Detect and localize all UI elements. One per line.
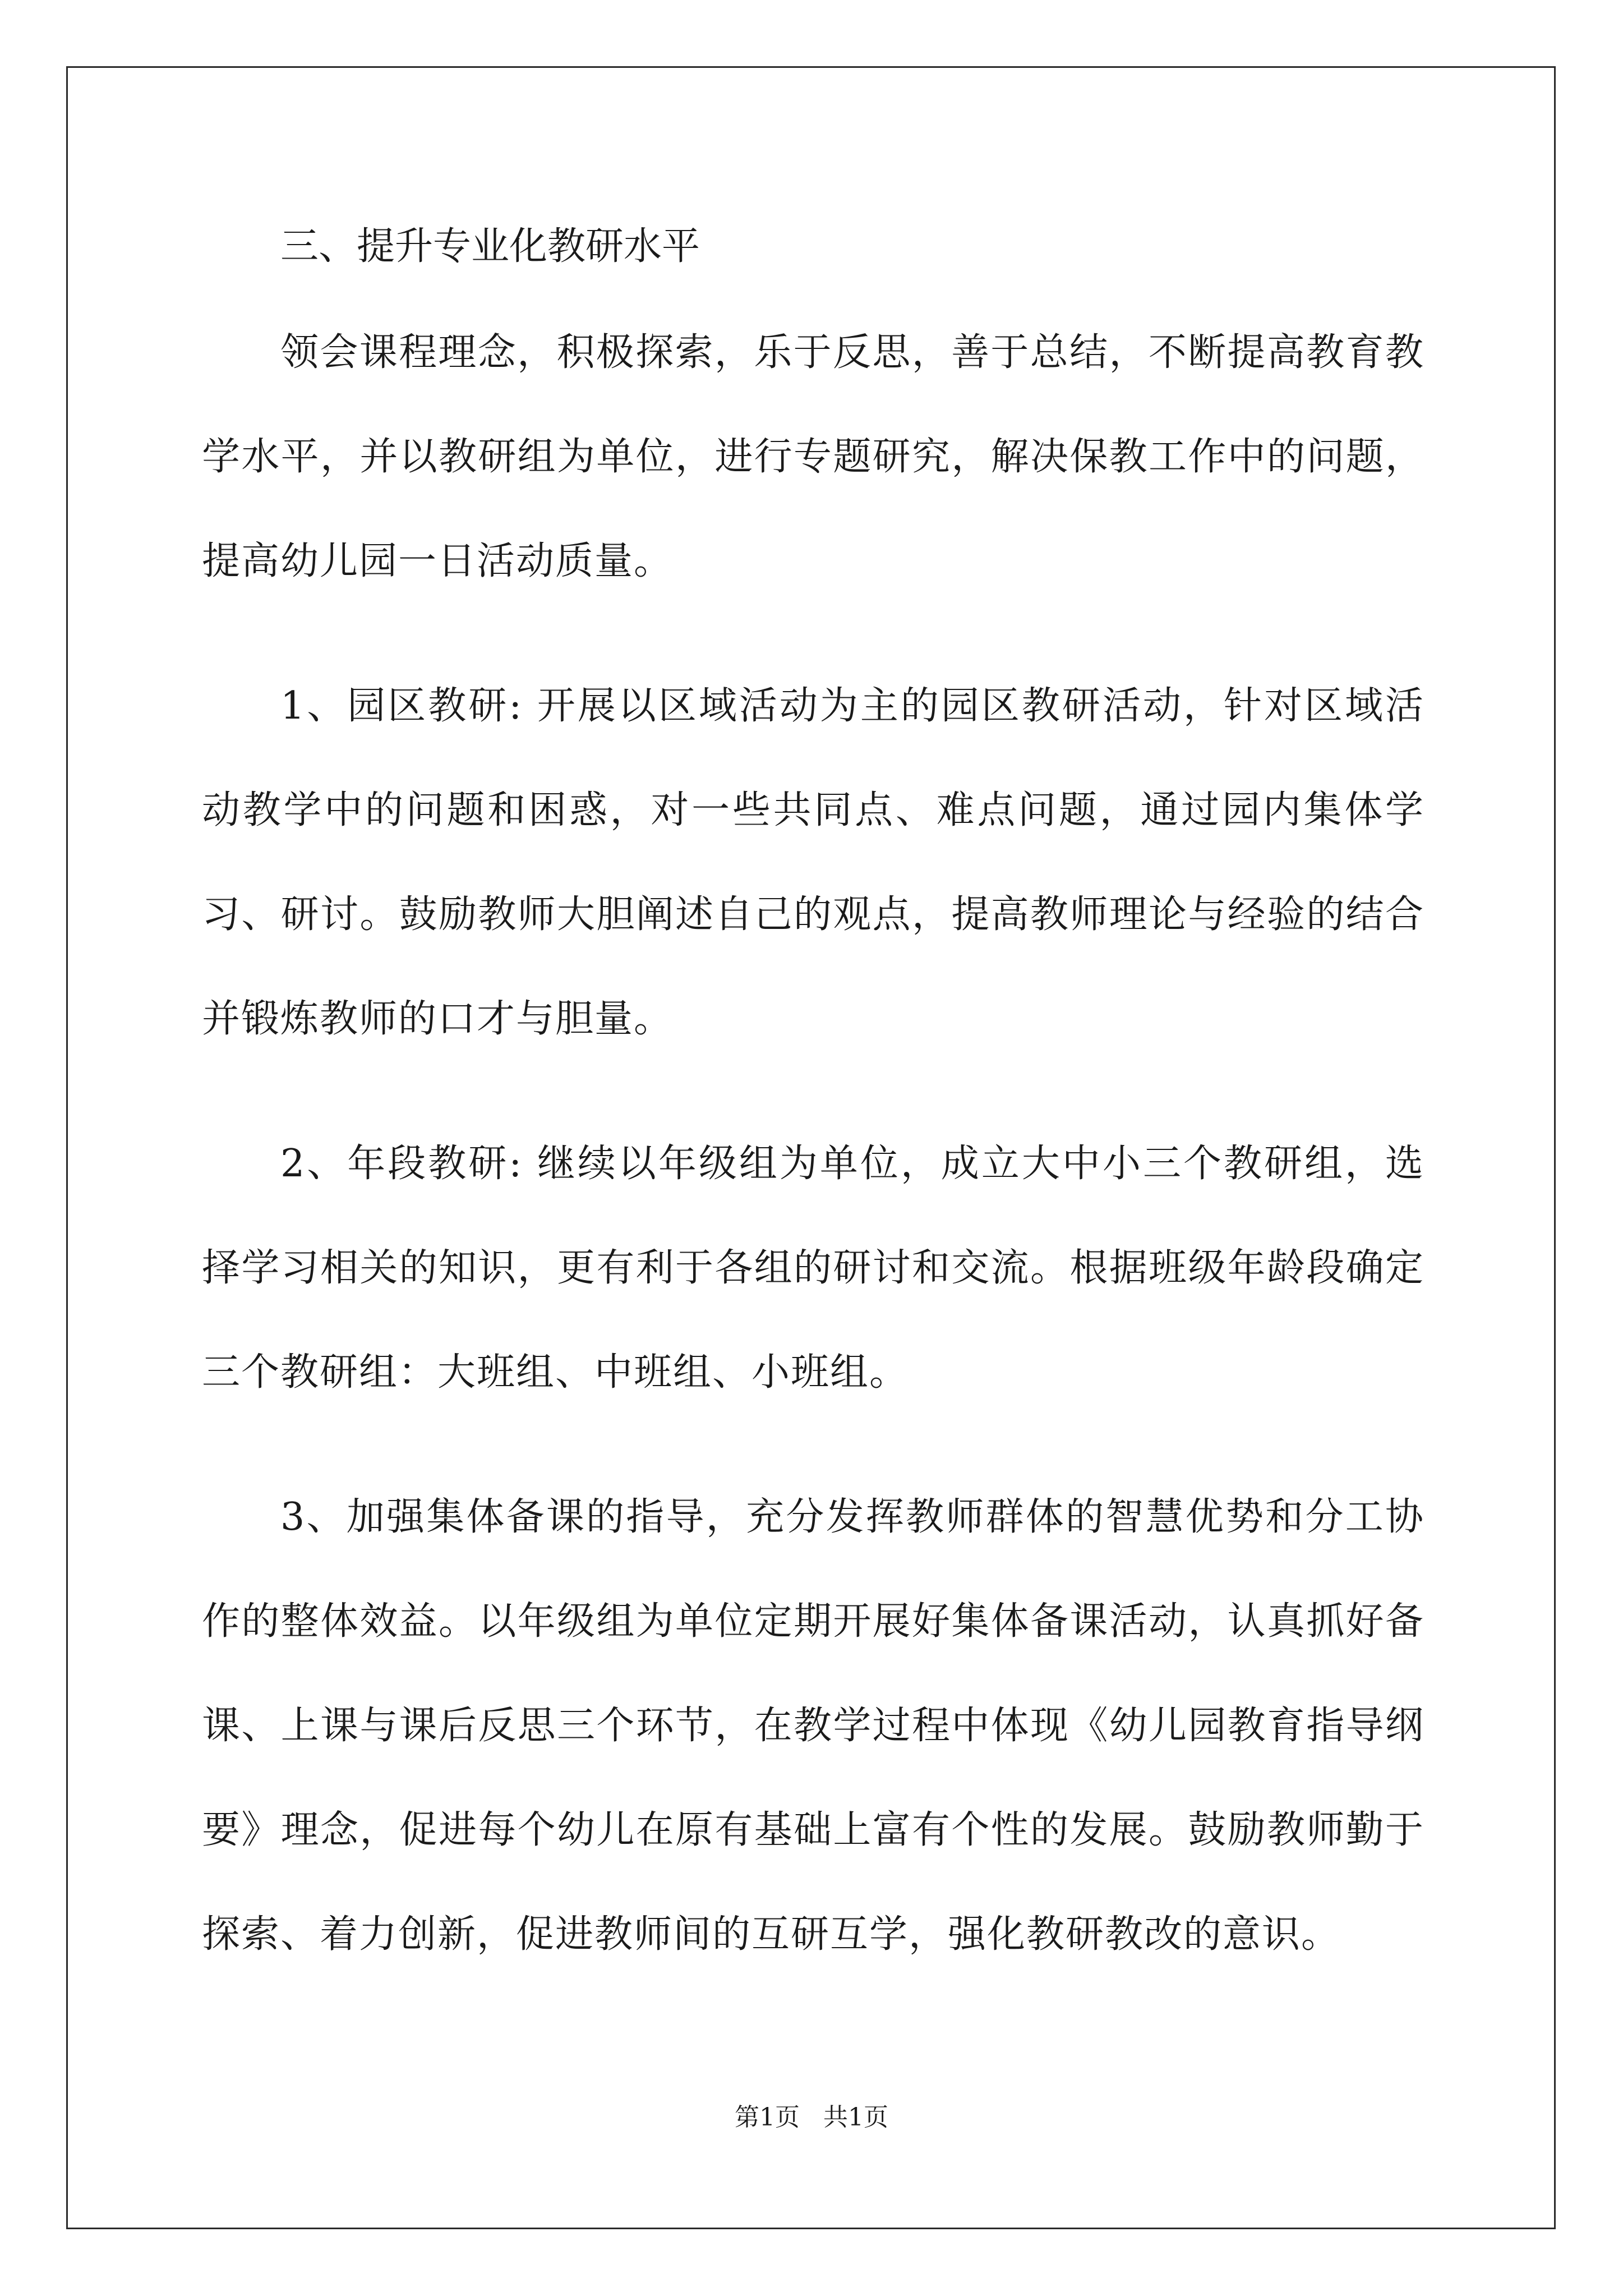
page-number: 第1页: [735, 2103, 800, 2132]
section-heading: 三、提升专业化教研水平: [280, 224, 700, 269]
page-footer: [0, 2101, 1623, 2134]
page-total: 共1页: [823, 2103, 888, 2132]
paragraph-item-3: 3、加强集体备课的指导，充分发挥教师群体的智慧优势和分工协作的整体效益。以年级组为单位定期开展好集体备课活动，认真抓好备课、上课与课后反思三个环节，在教学过程中体现《幼儿园教育指导纲要》理念，促进每个幼儿在原有基础上富有个性的发展。鼓励教师勤于探索、着力创新，促进教师间的互研互学，强化教研教改的意识。: [202, 1495, 1424, 1957]
paragraph-item-2: 2、年段教研: 继续以年级组为单位，成立大中小三个教研组，选择学习相关的知识，更有利于各组的研讨和交流。根据班级年龄段确定三个教研组：大班组、中班组、小班组。: [202, 1142, 1424, 1395]
document-body: [202, 218, 1424, 1987]
paragraph-intro: 领会课程理念，积极探索，乐于反思，善于总结，不断提高教育教学水平，并以教研组为单位，进行专题研究，解决保教工作中的问题，提高幼儿园一日活动质量。: [202, 330, 1424, 583]
paragraph-item-1: 1、园区教研: 开展以区域活动为主的园区教研活动，针对区域活动教学中的问题和困惑，对一些共同点、难点问题，通过园内集体学习、研讨。鼓励教师大胆阐述自己的观点，提高教师理论与经验的结合并锻炼教师的口才与胆量。: [202, 684, 1424, 1041]
